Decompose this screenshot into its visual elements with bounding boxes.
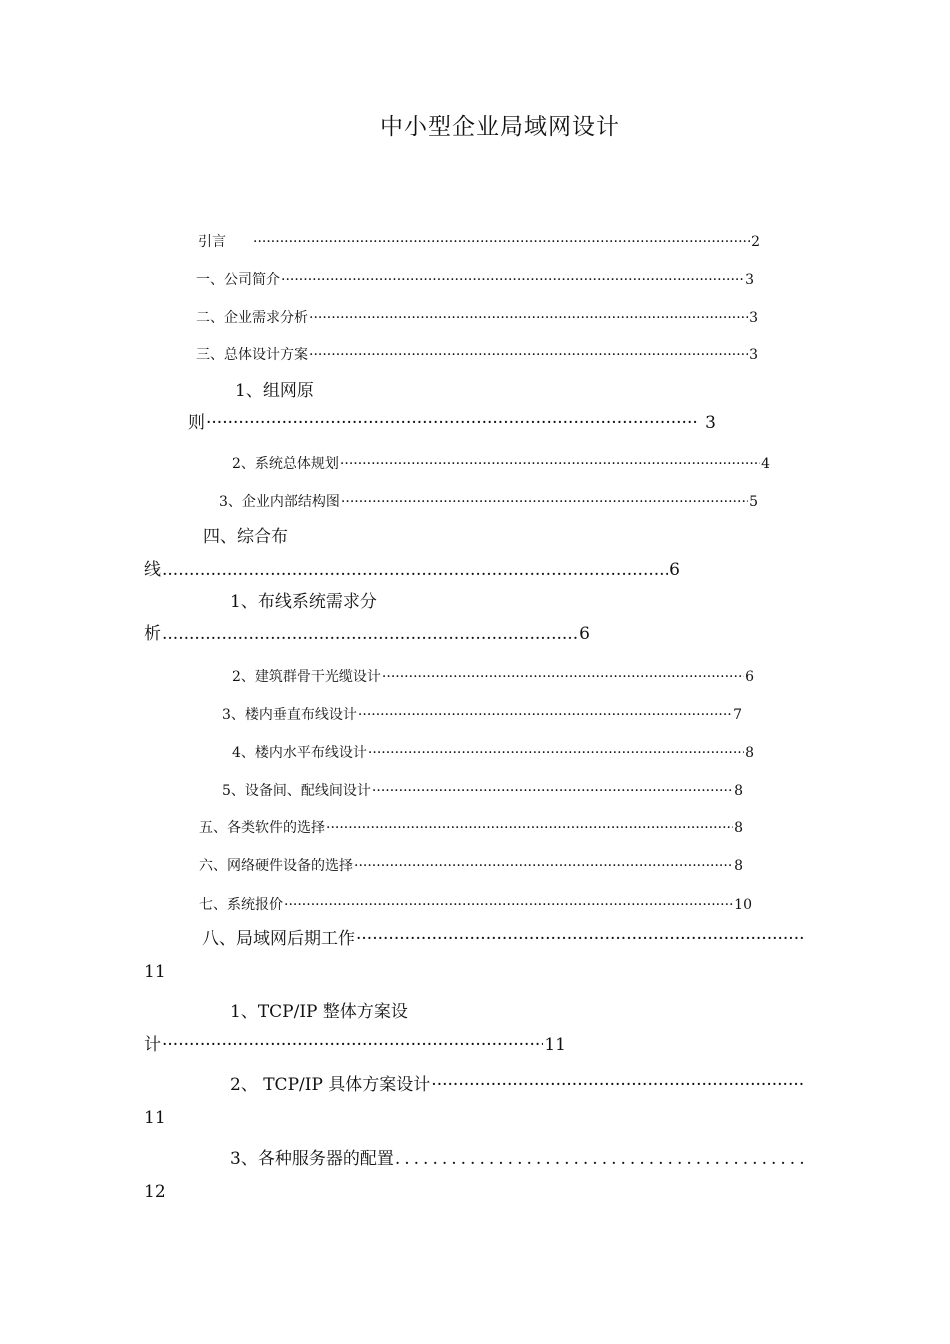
toc-entry-label-first-line[interactable]: 1、组网原: [235, 381, 314, 401]
toc-entry-label: 2、 TCP/IP 具体方案设计: [230, 1075, 431, 1095]
toc-entry-label: 二、企业需求分析: [196, 310, 308, 326]
toc-page-number: 3: [745, 272, 754, 288]
toc-entry-label-second-line: 线: [144, 560, 161, 580]
toc-entry[interactable]: [230, 1151, 808, 1168]
toc-entry[interactable]: [144, 626, 590, 643]
toc-entry[interactable]: [230, 1077, 804, 1094]
toc-entry-label: 2、系统总体规划: [232, 456, 339, 472]
toc-leader-dots: [356, 931, 803, 948]
toc-entry-label: 5、设备间、配线间设计: [222, 783, 371, 799]
toc-leader-dots: [309, 348, 748, 362]
toc-entry[interactable]: [219, 495, 758, 509]
toc-page-number: 6: [745, 669, 754, 685]
toc-entry-label: 五、各类软件的选择: [199, 820, 325, 836]
toc-entry[interactable]: [144, 1037, 566, 1054]
toc-entry[interactable]: [222, 708, 742, 722]
toc-page-number: 8: [745, 745, 754, 761]
toc-leader-dots: [395, 1151, 807, 1168]
toc-page-number: 4: [761, 456, 770, 472]
toc-leader-dots: [340, 457, 760, 471]
toc-entry-label: 4、楼内水平布线设计: [232, 745, 367, 761]
toc-entry[interactable]: [198, 235, 760, 249]
toc-entry[interactable]: [202, 931, 804, 948]
toc-leader-dots: [372, 784, 733, 798]
toc-leader-dots: [253, 235, 750, 249]
toc-page-number: 3: [749, 310, 758, 326]
toc-entry[interactable]: [144, 562, 680, 579]
toc-entry-label-second-line: 则: [188, 413, 205, 433]
toc-entry-label: 七、系统报价: [199, 897, 283, 913]
toc-entry-label-second-line: 计: [144, 1035, 161, 1055]
toc-entry[interactable]: [232, 457, 770, 471]
toc-entry[interactable]: [199, 821, 743, 835]
toc-entry-label: 一、公司简介: [196, 272, 280, 288]
toc-leader-dots: [162, 562, 668, 579]
toc-entry-label: 3、楼内垂直布线设计: [222, 707, 357, 723]
toc-entry-label: 引言: [198, 234, 226, 250]
toc-entry-label-first-line[interactable]: 1、布线系统需求分: [230, 592, 377, 612]
toc-entry[interactable]: [232, 670, 754, 684]
toc-entry[interactable]: [188, 415, 716, 432]
toc-page-number: 7: [733, 707, 742, 723]
toc-leader-dots: [162, 626, 578, 643]
toc-page-number: 5: [749, 494, 758, 510]
toc-page-number: 3: [749, 347, 758, 363]
toc-leader-dots: [358, 708, 732, 722]
toc-entry-label: 3、各种服务器的配置: [230, 1149, 394, 1169]
toc-leader-dots: [281, 273, 744, 287]
toc-entry-label-first-line[interactable]: 四、综合布: [203, 527, 288, 547]
toc-page-number: 6: [669, 560, 680, 580]
toc-page-number: 11: [144, 1108, 166, 1128]
toc-entry-label: 六、网络硬件设备的选择: [199, 858, 353, 874]
document-title: 中小型企业局域网设计: [380, 114, 620, 140]
toc-entry[interactable]: [199, 898, 752, 912]
toc-page-number: 11: [144, 962, 166, 982]
toc-entry[interactable]: [199, 859, 743, 873]
toc-page-number: 10: [734, 897, 752, 913]
toc-entry[interactable]: [196, 348, 758, 362]
toc-leader-dots: [206, 415, 698, 432]
toc-leader-dots: [382, 670, 744, 684]
toc-page-number: 6: [579, 624, 590, 644]
toc-leader-dots: [354, 859, 733, 873]
toc-leader-dots: [309, 311, 748, 325]
toc-leader-dots: [162, 1037, 543, 1054]
toc-leader-dots: [431, 1077, 803, 1094]
toc-entry-label: 2、建筑群骨干光缆设计: [232, 669, 381, 685]
toc-leader-dots: [368, 746, 744, 760]
toc-entry[interactable]: [196, 273, 754, 287]
toc-entry[interactable]: [196, 311, 758, 325]
toc-page-number: 3: [705, 413, 716, 433]
toc-page-number: 11: [544, 1035, 566, 1055]
toc-page-number: 8: [734, 820, 743, 836]
toc-page-number: 8: [734, 783, 743, 799]
toc-entry-label: 八、局域网后期工作: [202, 929, 355, 949]
toc-leader-dots: [341, 495, 748, 509]
toc-leader-dots: [326, 821, 733, 835]
toc-page-number: 12: [144, 1182, 166, 1202]
toc-entry-label: 3、企业内部结构图: [219, 494, 340, 510]
toc-entry[interactable]: [222, 784, 743, 798]
toc-entry[interactable]: [232, 746, 754, 760]
toc-page-number: 8: [734, 858, 743, 874]
toc-entry-label: 三、总体设计方案: [196, 347, 308, 363]
toc-leader-dots: [284, 898, 733, 912]
toc-page-number: 2: [751, 234, 760, 250]
toc-entry-label-first-line[interactable]: 1、TCP/IP 整体方案设: [230, 1002, 408, 1022]
toc-entry-label-second-line: 析: [144, 624, 161, 644]
